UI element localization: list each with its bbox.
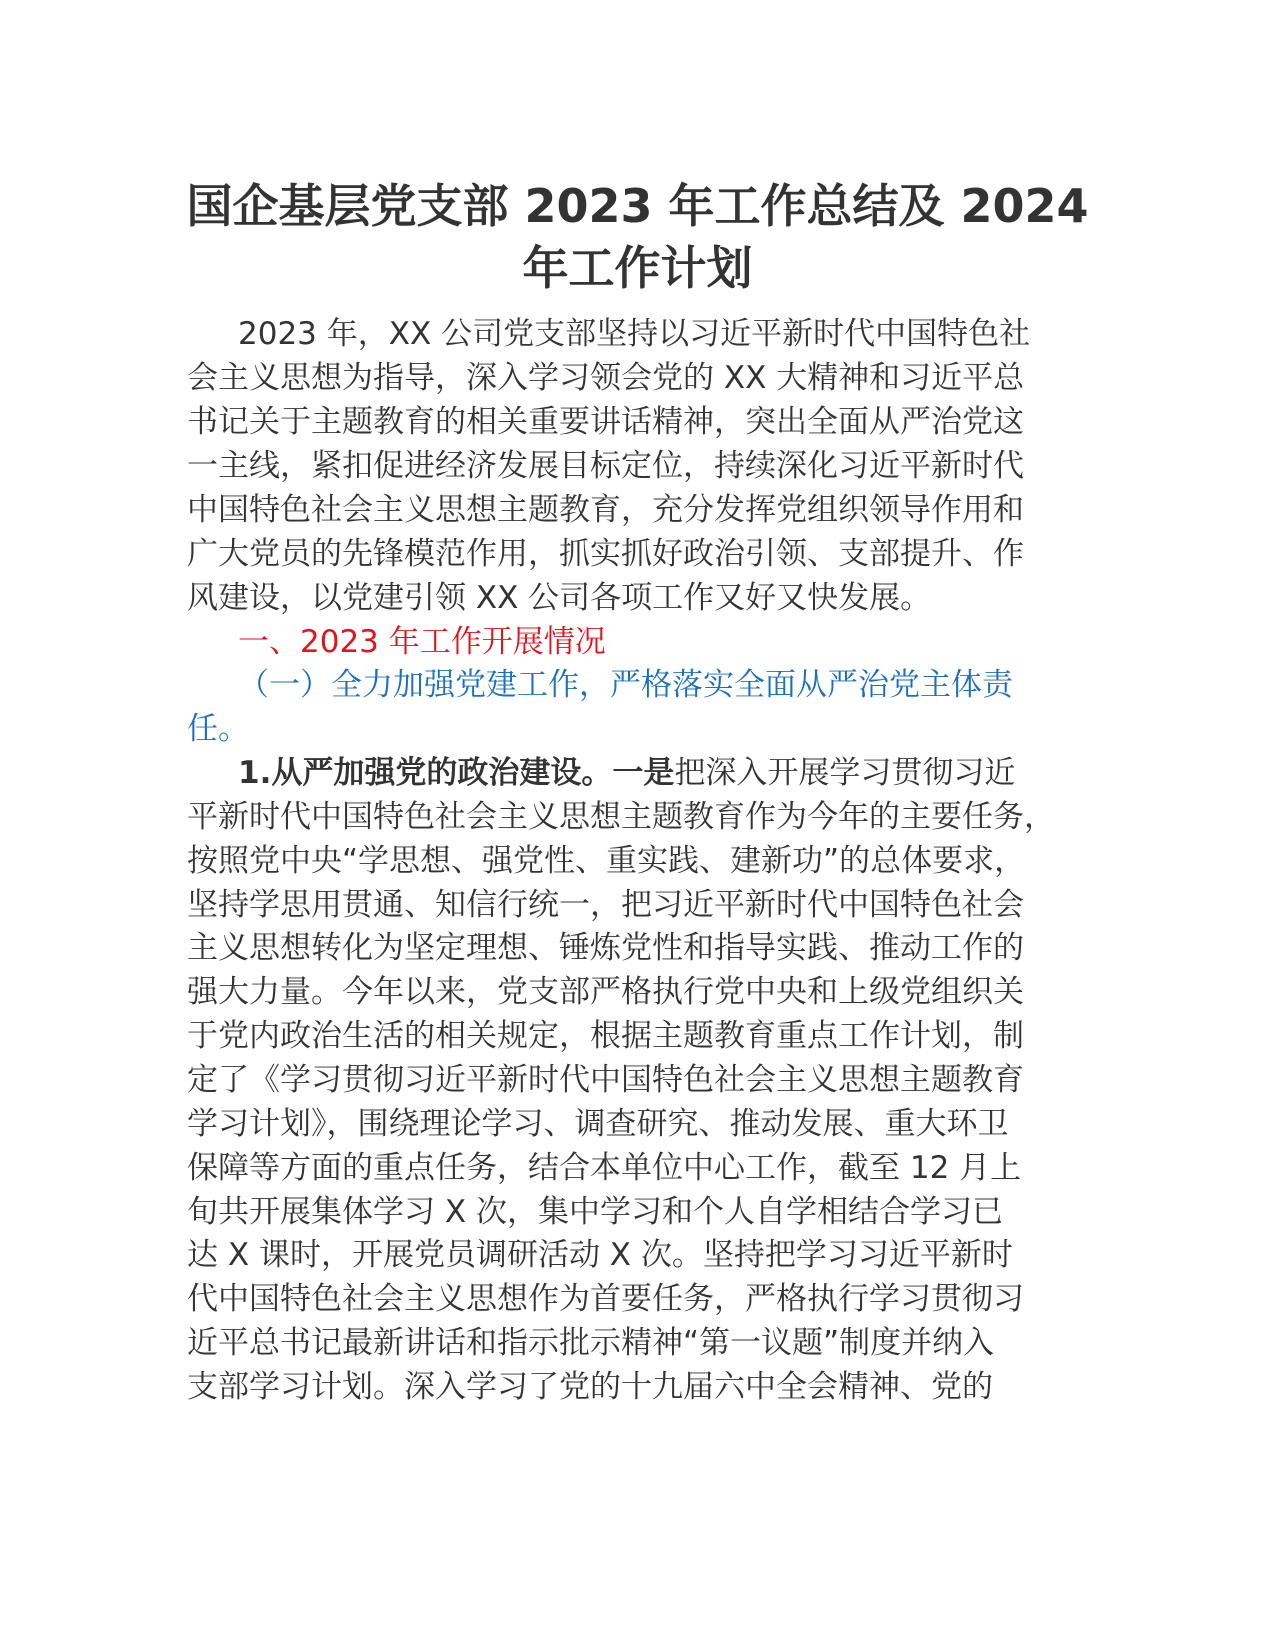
body-line: 保障等方面的重点任务，结合本单位中心工作，截至 12 月上 bbox=[187, 1150, 1022, 1186]
body-line: 于党内政治生活的相关规定，根据主题教育重点工作计划，制 bbox=[187, 1018, 1024, 1054]
intro-line: 中国特色社会主义思想主题教育，充分发挥党组织领导作用和 bbox=[187, 492, 1024, 528]
document-title-line-1: 国企基层党支部 2023 年工作总结及 2024 bbox=[186, 179, 1089, 233]
intro-line: 会主义思想为指导，深入学习领会党的 XX 大精神和习近平总 bbox=[187, 360, 1025, 396]
intro-line: 2023 年，XX 公司党支部坚持以习近平新时代中国特色社 bbox=[238, 316, 1031, 352]
intro-line: 书记关于主题教育的相关重要讲话精神，突出全面从严治党这 bbox=[187, 404, 1024, 440]
body-line: 强大力量。今年以来，党支部严格执行党中央和上级党组织关 bbox=[187, 974, 1024, 1010]
subheading-line: （一）全力加强党建工作，严格落实全面从严治党主体责 bbox=[238, 667, 1013, 703]
document-title-line-2: 年工作计划 bbox=[522, 241, 753, 295]
body-line: 按照党中央“学思想、强党性、重实践、建新功”的总体要求， bbox=[187, 843, 1026, 879]
body-line: 定了《学习贯彻习近平新时代中国特色社会主义思想主题教育 bbox=[187, 1062, 1024, 1098]
body-line: 旬共开展集体学习 X 次，集中学习和个人自学相结合学习已 bbox=[187, 1194, 1003, 1230]
intro-line: 一主线，紧扣促进经济发展目标定位，持续深化习近平新时代 bbox=[187, 448, 1024, 484]
body-line: 代中国特色社会主义思想作为首要任务，严格执行学习贯彻习 bbox=[187, 1281, 1024, 1317]
point-1-first-line bbox=[238, 751, 1015, 795]
body-line: 近平总书记最新讲话和指示批示精神“第一议题”制度并纳入 bbox=[187, 1325, 995, 1361]
body-line: 坚持学思用贯通、知信行统一，把习近平新时代中国特色社会 bbox=[187, 887, 1024, 923]
body-line: 主义思想转化为坚定理想、锤炼党性和指导实践、推动工作的 bbox=[187, 930, 1024, 966]
intro-line: 风建设，以党建引领 XX 公司各项工作又好又快发展。 bbox=[187, 580, 932, 616]
body-line: 达 X 课时，开展党员调研活动 X 次。坚持把学习习近平新时 bbox=[187, 1237, 1013, 1273]
point-1-lead: 1.从严加强党的政治建设。一是 bbox=[238, 755, 675, 791]
body-line: 支部学习计划。深入学习了党的十九届六中全会精神、党的 bbox=[187, 1369, 993, 1405]
body-line: 平新时代中国特色社会主义思想主题教育作为今年的主要任务， bbox=[187, 799, 1055, 835]
body-line: 学习计划》，围绕理论学习、调查研究、推动发展、重大环卫 bbox=[187, 1106, 1009, 1142]
body-line: 把深入开展学习贯彻习近 bbox=[674, 755, 1016, 791]
subheading-line: 任。 bbox=[187, 711, 249, 747]
intro-line: 广大党员的先锋模范作用，抓实抓好政治引领、支部提升、作 bbox=[187, 536, 1024, 572]
section-heading-1: 一、2023 年工作开展情况 bbox=[238, 624, 606, 660]
